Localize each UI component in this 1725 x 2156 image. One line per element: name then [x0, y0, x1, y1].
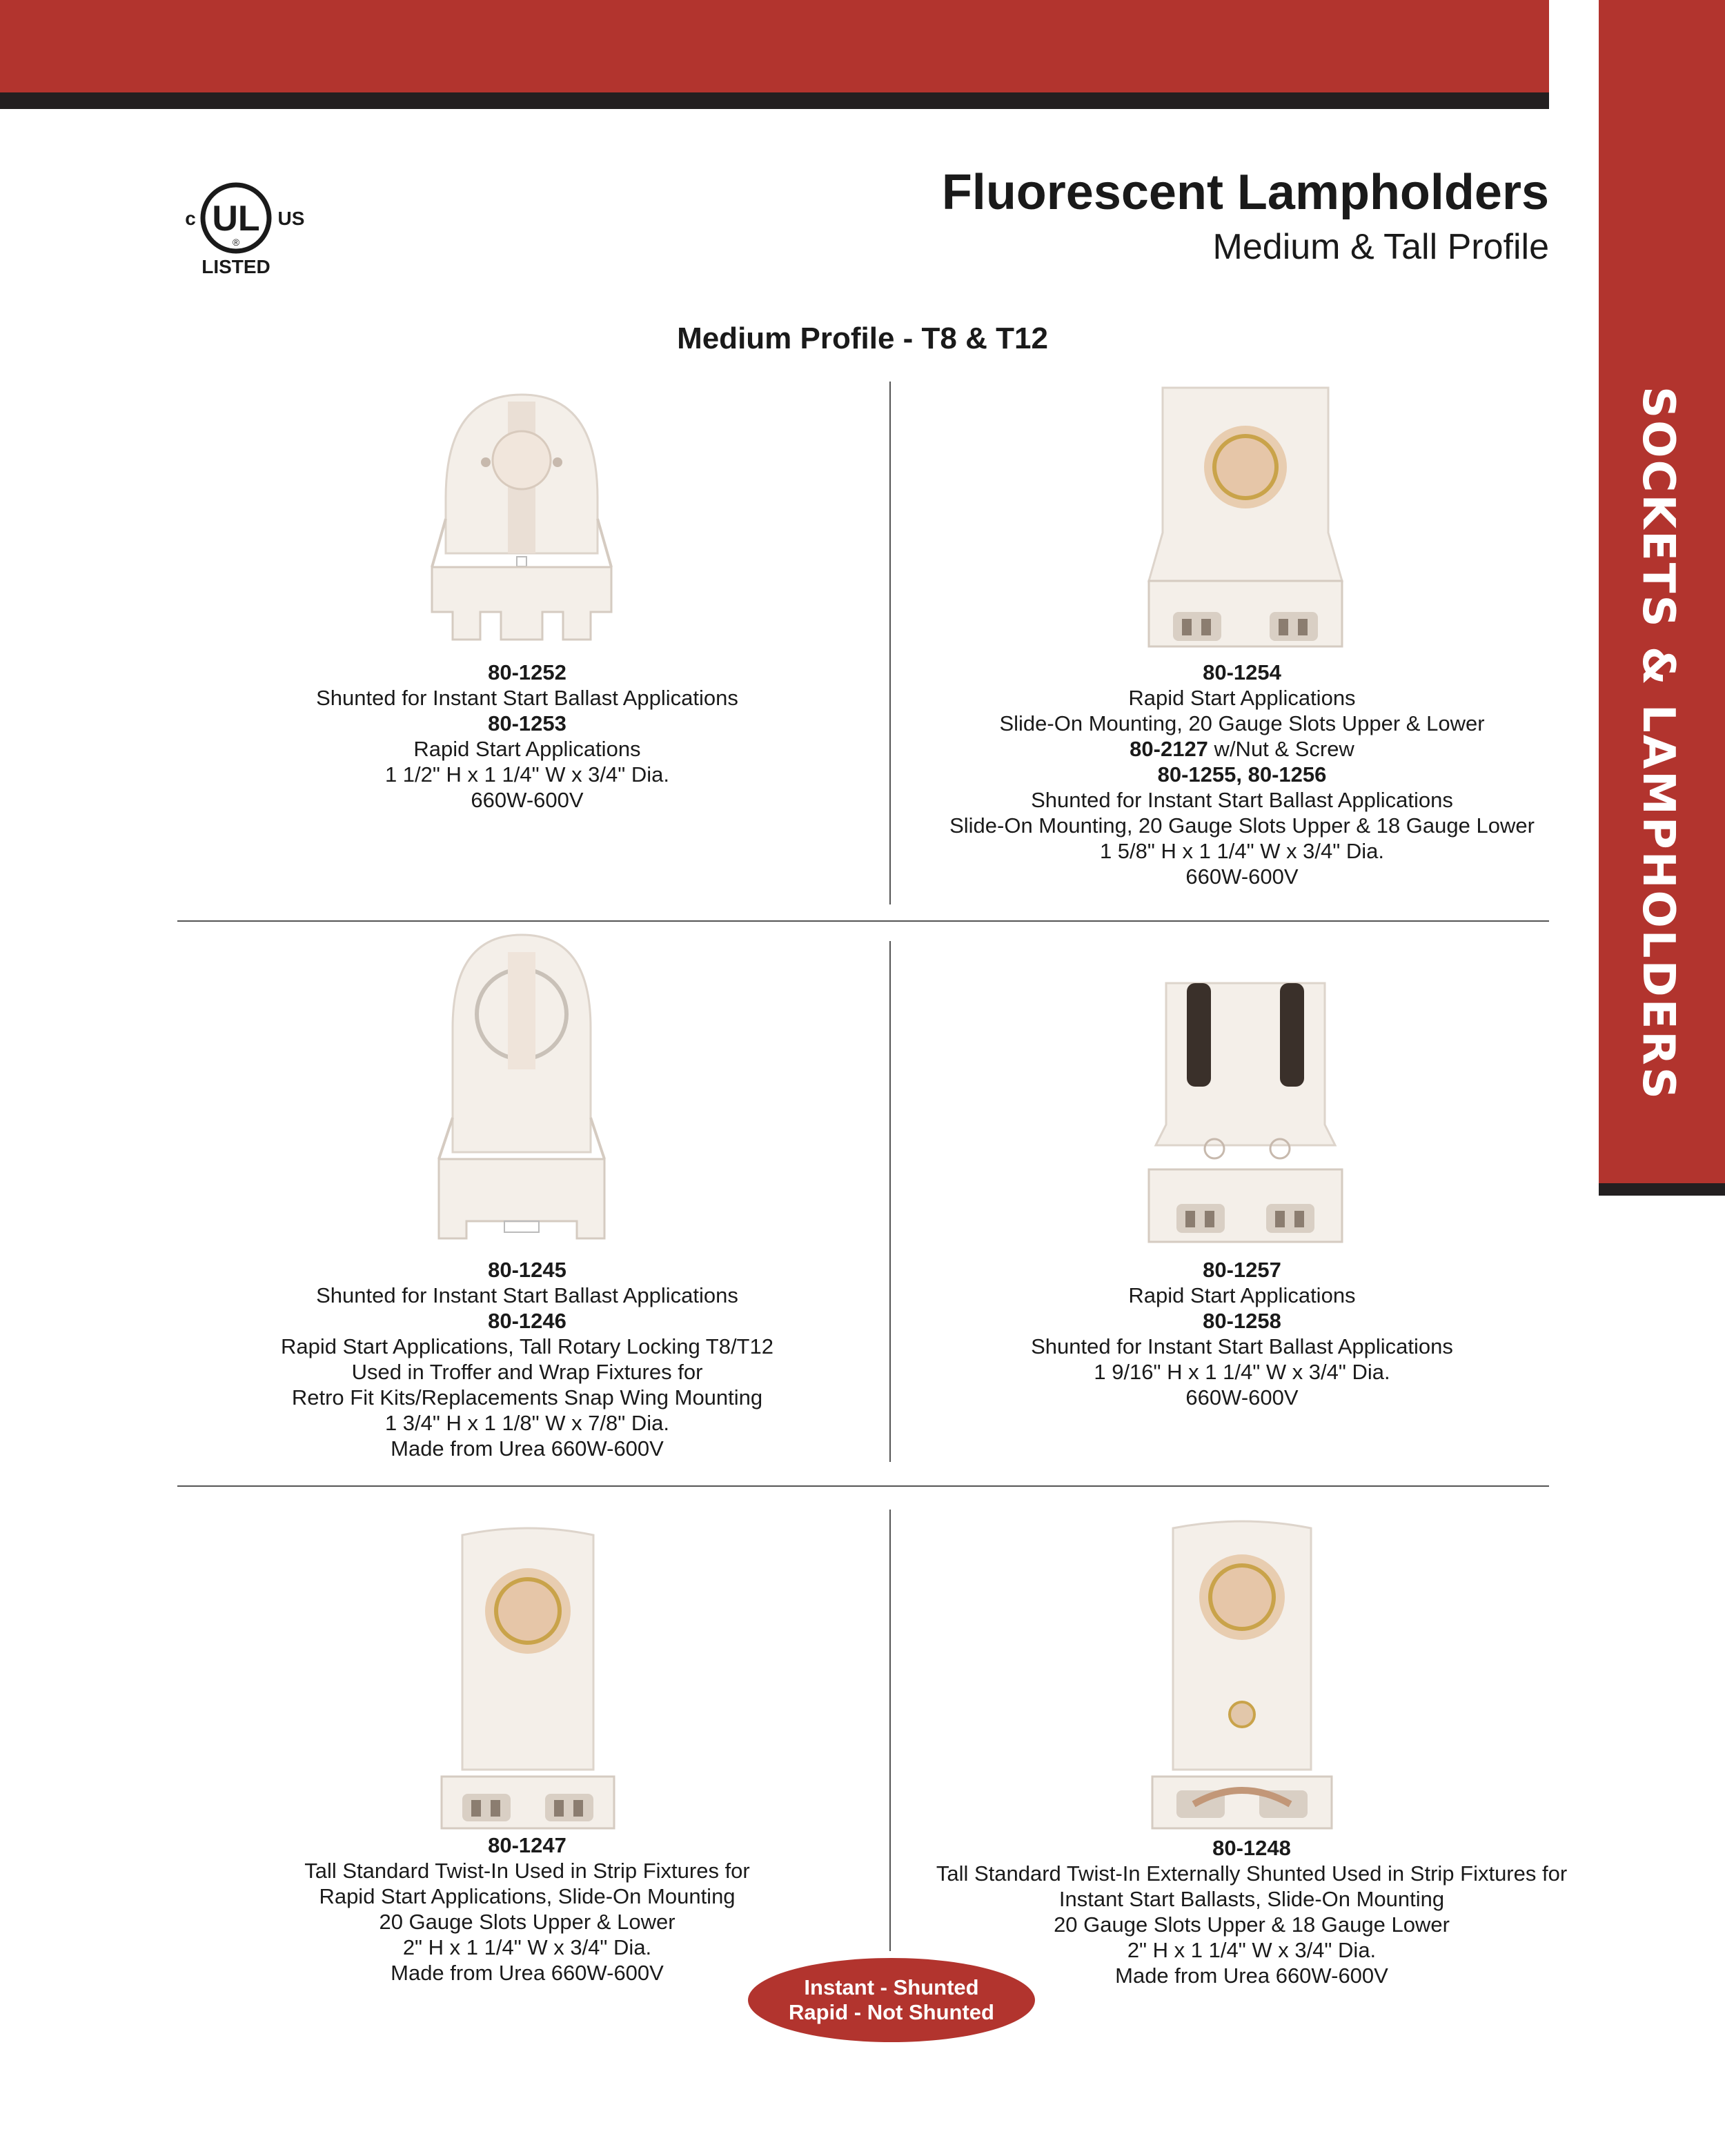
spec-text: Instant Start Ballasts, Slide-On Mounting [1058, 1887, 1445, 1911]
spec-text: Retro Fit Kits/Replacements Snap Wing Mounting [291, 1385, 763, 1410]
spec-line [897, 813, 1587, 838]
spec-text: Tall Standard Twist-In Used in Strip Fixtures for [304, 1859, 750, 1883]
part-number-text: 80-1253 [488, 711, 566, 735]
spec-line [907, 1937, 1597, 1963]
spec-line [182, 1858, 872, 1883]
spec-line [182, 762, 872, 787]
grid-divider-vertical [889, 1510, 891, 1951]
spec-line [897, 1334, 1587, 1359]
part-number [897, 762, 1587, 787]
part-number-text: 80-1247 [488, 1833, 566, 1857]
spec-line [182, 1436, 872, 1461]
spec-line [897, 1385, 1587, 1410]
product-block-80-1245 [182, 1257, 872, 1461]
grid-divider-vertical [889, 382, 891, 904]
part-number-text: 80-1248 [1212, 1836, 1291, 1860]
product-block-80-1257 [897, 1257, 1587, 1410]
part-number [897, 660, 1587, 685]
spec-line [182, 1883, 872, 1909]
part-number-text: 80-1252 [488, 660, 566, 684]
product-block-80-1248 [907, 1835, 1597, 1988]
spec-text: 1 9/16" H x 1 1/4" W x 3/4" Dia. [1094, 1360, 1390, 1384]
ul-logo-mark: ® [232, 237, 240, 248]
grid-divider-horizontal [177, 1485, 1549, 1487]
badge-line-rapid: Rapid - Not Shunted [789, 2000, 994, 2024]
spec-line [897, 864, 1587, 889]
spec-line [182, 1334, 872, 1359]
page-title: Fluorescent Lampholders [941, 165, 1549, 220]
spec-line [182, 787, 872, 813]
spec-line [182, 685, 872, 711]
part-number-text: 80-1254 [1203, 660, 1281, 684]
side-tab-rule [1599, 1183, 1725, 1196]
part-number-text: 80-2127 [1130, 737, 1208, 761]
part-number-text: 80-1245 [488, 1258, 566, 1282]
part-number [897, 1257, 1587, 1283]
ul-listed-logo [181, 177, 312, 280]
spec-line [182, 1385, 872, 1410]
spec-line [907, 1912, 1597, 1937]
spec-line [897, 711, 1587, 736]
spec-text: 20 Gauge Slots Upper & 18 Gauge Lower [1054, 1912, 1450, 1937]
section-heading: Medium Profile - T8 & T12 [677, 322, 1048, 355]
product-photo-80-1247 [431, 1521, 624, 1832]
spec-text: Shunted for Instant Start Ballast Applications [1031, 788, 1453, 812]
spec-line [182, 1410, 872, 1436]
spec-text: 20 Gauge Slots Upper & Lower [379, 1910, 676, 1934]
part-number [182, 1257, 872, 1283]
spec-text: Rapid Start Applications, Slide-On Mounting [319, 1884, 736, 1908]
spec-text: Rapid Start Applications [413, 737, 641, 761]
part-number-text: 80-1246 [488, 1309, 566, 1333]
spec-text: Rapid Start Applications [1128, 686, 1356, 710]
spec-text: Shunted for Instant Start Ballast Applications [316, 686, 738, 710]
ul-logo-bottom: LISTED [201, 256, 270, 277]
product-photo-80-1252 [418, 381, 625, 643]
spec-line [897, 1359, 1587, 1385]
product-block-80-1252 [182, 660, 872, 813]
header-rule [0, 92, 1549, 109]
spec-line [182, 1283, 872, 1308]
spec-line [182, 1909, 872, 1935]
spec-text: Made from Urea 660W-600V [391, 1436, 664, 1461]
spec-line [907, 1861, 1597, 1886]
spec-line [897, 685, 1587, 711]
header-band [0, 0, 1549, 92]
spec-line [182, 736, 872, 762]
spec-text: Used in Troffer and Wrap Fixtures for [351, 1360, 703, 1384]
product-photo-80-1248 [1138, 1514, 1346, 1832]
spec-text: 1 1/2" H x 1 1/4" W x 3/4" Dia. [384, 762, 670, 787]
part-number [897, 1308, 1587, 1334]
product-photo-80-1245 [418, 924, 625, 1242]
spec-line [897, 1283, 1587, 1308]
spec-line [907, 1886, 1597, 1912]
spec-suffix: w/Nut & Screw [1208, 737, 1354, 761]
product-photo-80-1254 [1135, 374, 1356, 650]
grid-divider-horizontal [177, 920, 1549, 922]
side-tab-label: SOCKETS & LAMPHOLDERS [1633, 386, 1684, 1101]
part-number-text: 80-1257 [1203, 1258, 1281, 1282]
part-number [182, 711, 872, 736]
spec-text: Rapid Start Applications, Tall Rotary Locking T8/T12 [281, 1334, 773, 1358]
ul-logo-center: UL [212, 199, 260, 239]
spec-text: Slide-On Mounting, 20 Gauge Slots Upper & Lower [999, 711, 1485, 735]
part-number-text: 80-1255, 80-1256 [1157, 762, 1327, 787]
spec-text: Slide-On Mounting, 20 Gauge Slots Upper & 18 Gauge Lower [949, 813, 1535, 838]
spec-line [897, 838, 1587, 864]
spec-text: 2" H x 1 1/4" W x 3/4" Dia. [402, 1935, 652, 1959]
shunt-legend-badge [748, 1958, 1035, 2042]
part-number [907, 1835, 1597, 1861]
spec-line [897, 787, 1587, 813]
spec-line [182, 1359, 872, 1385]
spec-text: Shunted for Instant Start Ballast Applications [316, 1283, 738, 1307]
spec-text: Rapid Start Applications [1128, 1283, 1356, 1307]
spec-line [182, 1935, 872, 1960]
spec-text: 2" H x 1 1/4" W x 3/4" Dia. [1127, 1938, 1377, 1962]
part-number [897, 736, 1587, 762]
spec-text: 660W-600V [1185, 1385, 1299, 1410]
part-number [182, 1832, 872, 1858]
badge-line-instant: Instant - Shunted [804, 1975, 979, 1999]
spec-text: 660W-600V [471, 788, 584, 812]
spec-text: Shunted for Instant Start Ballast Applications [1031, 1334, 1453, 1358]
grid-divider-vertical [889, 941, 891, 1462]
spec-text: 1 3/4" H x 1 1/8" W x 7/8" Dia. [384, 1411, 670, 1435]
spec-text: Made from Urea 660W-600V [391, 1961, 664, 1985]
ul-logo-left: c [185, 208, 196, 229]
spec-text: Tall Standard Twist-In Externally Shunted Used in Strip Fixtures for [936, 1861, 1568, 1886]
part-number [182, 1308, 872, 1334]
part-number [182, 660, 872, 685]
page-subtitle: Medium & Tall Profile [1212, 227, 1549, 267]
product-photo-80-1257 [1142, 976, 1349, 1245]
product-block-80-1247 [182, 1832, 872, 1986]
spec-text: 660W-600V [1185, 864, 1299, 889]
ul-logo-right: US [277, 208, 305, 229]
spec-text: 1 5/8" H x 1 1/4" W x 3/4" Dia. [1099, 839, 1385, 863]
product-block-80-1254 [897, 660, 1587, 889]
spec-text: Made from Urea 660W-600V [1115, 1964, 1388, 1988]
part-number-text: 80-1258 [1203, 1309, 1281, 1333]
